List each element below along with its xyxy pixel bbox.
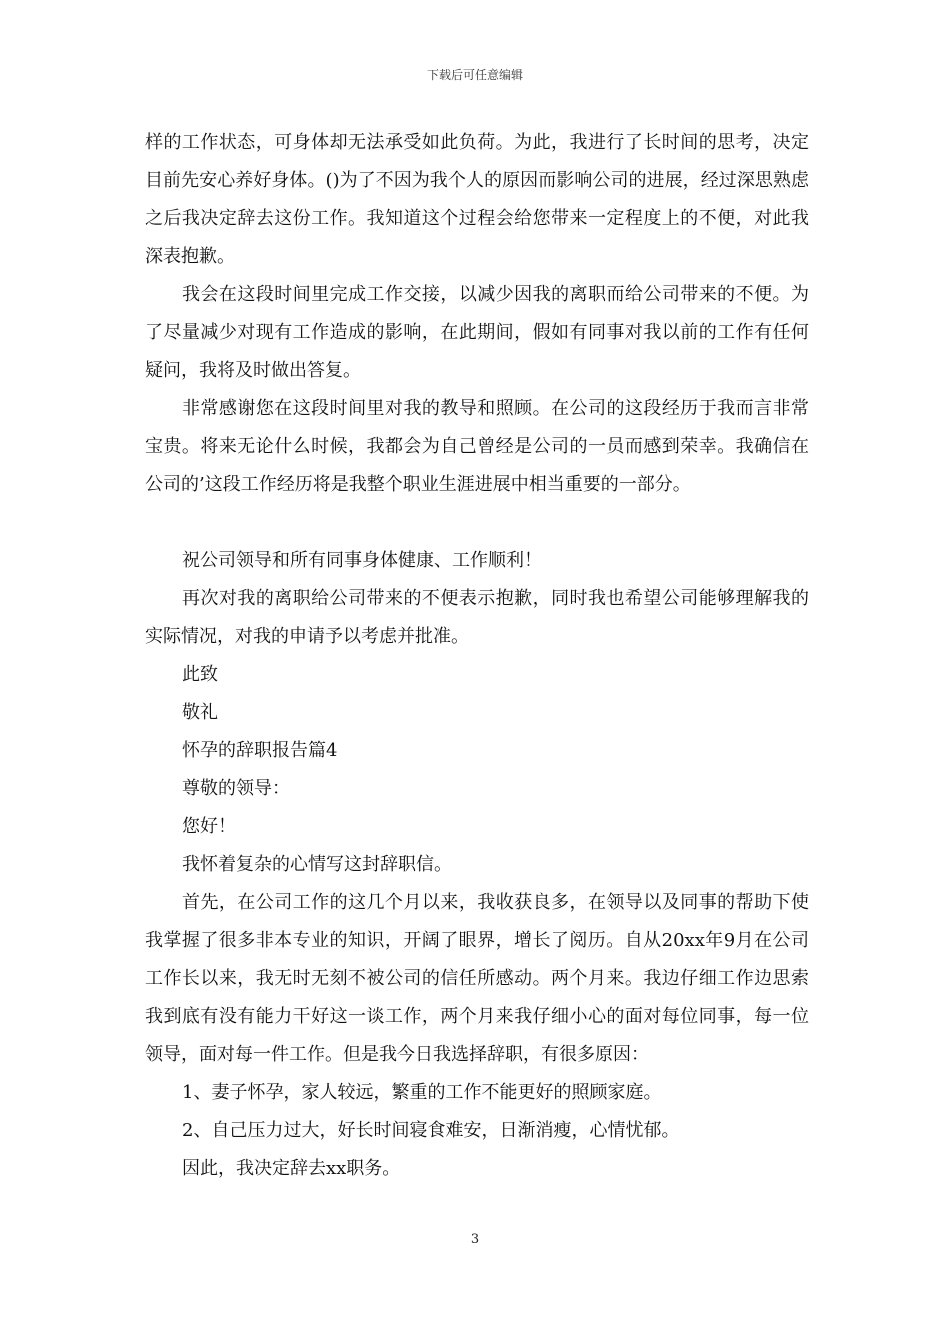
page-header: 下载后可任意编辑: [426, 68, 523, 82]
paragraph-thanks: 非常感谢您在这段时间里对我的教导和照顾。在公司的这段经历于我而言非常宝贵。将来无论什么时候，我都会为自己曾经是公司的一员而感到荣幸。我确信在公司的’这段工作经历将是我整个职业生涯进展中相当重要的一部分。: [145, 398, 809, 495]
reason-1: 1、妻子怀孕，家人较远，繁重的工作不能更好的照顾家庭。: [182, 1082, 662, 1103]
document-body: [145, 124, 809, 1188]
paragraph-gap: [145, 504, 809, 542]
paragraph-first: 首先，在公司工作的这几个月以来，我收获良多，在领导以及同事的帮助下使我掌握了很多非本专业的知识，开阔了眼界，增长了阅历。自从20xx年9月在公司工作长以来，我无时无刻不被公司的信任所感动。两个月来。我边仔细工作边思索我到底有没有能力干好这一谈工作，两个月来我仔细小心的面对每位同事，每一位领导，面对每一件工作。但是我今日我选择辞职，有很多原因：: [145, 892, 809, 1065]
paragraph-intro: 我怀着复杂的心情写这封辞职信。: [182, 854, 452, 875]
closing-jingli: 敬礼: [182, 702, 218, 723]
paragraph-continued: 样的工作状态，可身体却无法承受如此负荷。为此，我进行了长时间的思考，决定目前先安心养好身体。()为了不因为我个人的原因而影响公司的进展，经过深思熟虑之后我决定辞去这份工作。我知道这个过程会给您带来一定程度上的不便，对此我深表抱歉。: [145, 132, 809, 267]
greeting: 您好！: [182, 816, 236, 837]
reason-2: 2、自己压力过大，好长时间寝食难安，日渐消瘦，心情忧郁。: [182, 1120, 680, 1141]
paragraph-handover: 我会在这段时间里完成工作交接，以减少因我的离职而给公司带来的不便。为了尽量减少对现有工作造成的影响，在此期间，假如有同事对我以前的工作有任何疑问，我将及时做出答复。: [145, 284, 809, 381]
section-title: 怀孕的辞职报告篇4: [182, 740, 338, 761]
paragraph-wishes: 祝公司领导和所有同事身体健康、工作顺利！: [182, 550, 542, 571]
paragraph-apology: 再次对我的离职给公司带来的不便表示抱歉，同时我也希望公司能够理解我的实际情况，对我的申请予以考虑并批准。: [145, 588, 809, 647]
closing-cizhi: 此致: [182, 664, 218, 685]
salutation: 尊敬的领导：: [182, 778, 290, 799]
paragraph-decision: 因此，我决定辞去xx职务。: [182, 1158, 401, 1179]
page-number: 3: [470, 1232, 480, 1247]
